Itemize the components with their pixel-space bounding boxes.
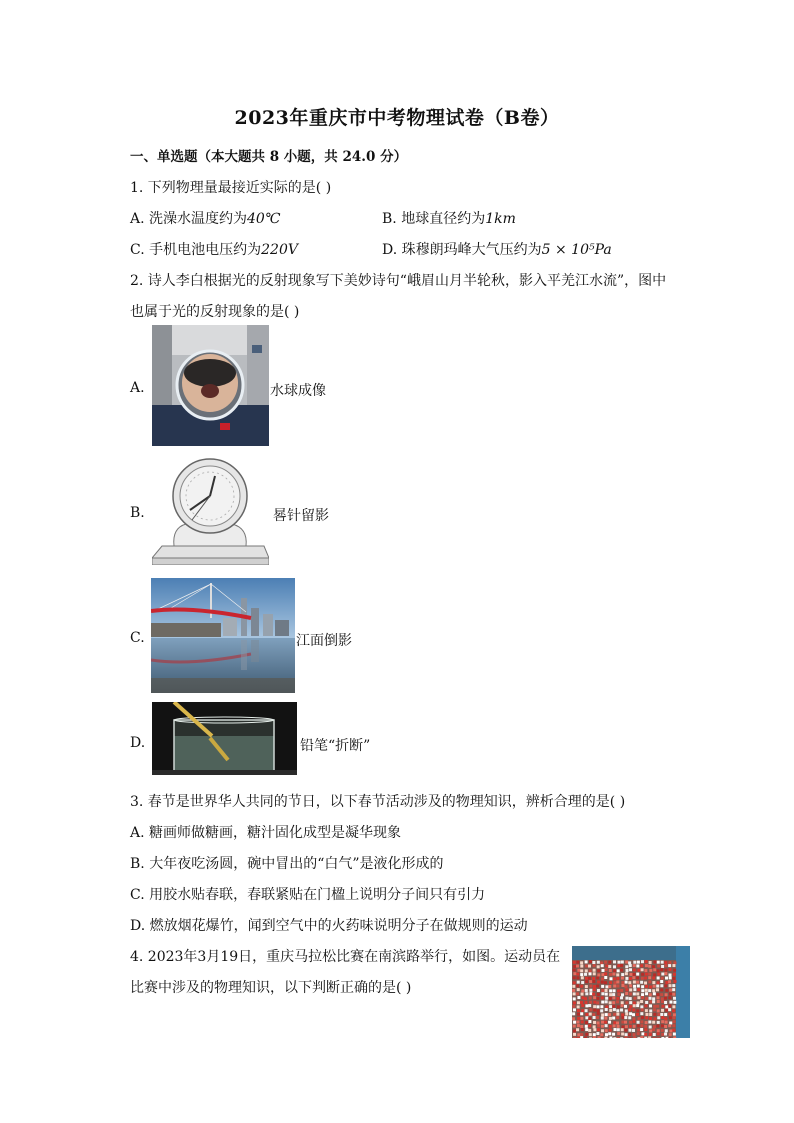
q1-option-c: C. 手机电池电压约为220V — [130, 242, 298, 258]
q1-option-b: B. 地球直径约为1km — [382, 211, 516, 227]
page-title: 2023年重庆市中考物理试卷（B卷） — [234, 107, 560, 129]
bridge-reflection-image — [151, 578, 295, 693]
q2-option-d-caption: 铅笔“折断” — [300, 738, 371, 754]
q3-option-b: B. 大年夜吃汤圆，碗中冒出的“白气”是液化形成的 — [130, 856, 444, 872]
pencil-in-water-image — [152, 702, 297, 775]
q3-option-a: A. 糖画师做糖画，糖汁固化成型是凝华现象 — [130, 825, 402, 841]
q1-option-d: D. 珠穆朗玛峰大气压约为5 × 10⁵Pa — [382, 242, 612, 258]
q2-option-b-label: B. — [130, 505, 145, 521]
sundial-image — [152, 458, 269, 565]
section-header: 一、单选题（本大题共 8 小题，共 24.0 分） — [130, 149, 408, 165]
q2-option-a-label: A. — [130, 380, 145, 396]
q3-stem: 3. 春节是世界华人共同的节日，以下春节活动涉及的物理知识，辨析合理的是( ) — [130, 794, 626, 810]
q1-stem: 1. 下列物理量最接近实际的是( ) — [130, 180, 332, 196]
q2-stem-line2: 也属于光的反射现象的是( ) — [130, 304, 300, 320]
q2-option-d-label: D. — [130, 735, 146, 751]
q4-stem-line2: 比赛中涉及的物理知识，以下判断正确的是( ) — [130, 980, 412, 996]
q2-option-b-caption: 晷针留影 — [273, 508, 329, 524]
q2-stem-line1: 2. 诗人李白根据光的反射现象写下美妙诗句“峨眉山月半轮秋，影入平羌江水流”，图中 — [130, 273, 667, 289]
q2-option-c-caption: 江面倒影 — [296, 633, 352, 649]
q3-option-d: D. 燃放烟花爆竹，闻到空气中的火药味说明分子在做规则的运动 — [130, 918, 528, 934]
astronaut-water-ball-image — [152, 325, 269, 446]
q3-option-c: C. 用胶水贴春联，春联紧贴在门楹上说明分子间只有引力 — [130, 887, 486, 903]
q2-option-c-label: C. — [130, 630, 145, 646]
q2-option-a-caption: 水球成像 — [270, 383, 326, 399]
q1-option-a: A. 洗澡水温度约为40℃ — [130, 211, 281, 227]
q4-stem-line1: 4. 2023年3月19日，重庆马拉松比赛在南滨路举行，如图。运动员在 — [130, 949, 561, 965]
marathon-crowd-image — [572, 946, 690, 1038]
